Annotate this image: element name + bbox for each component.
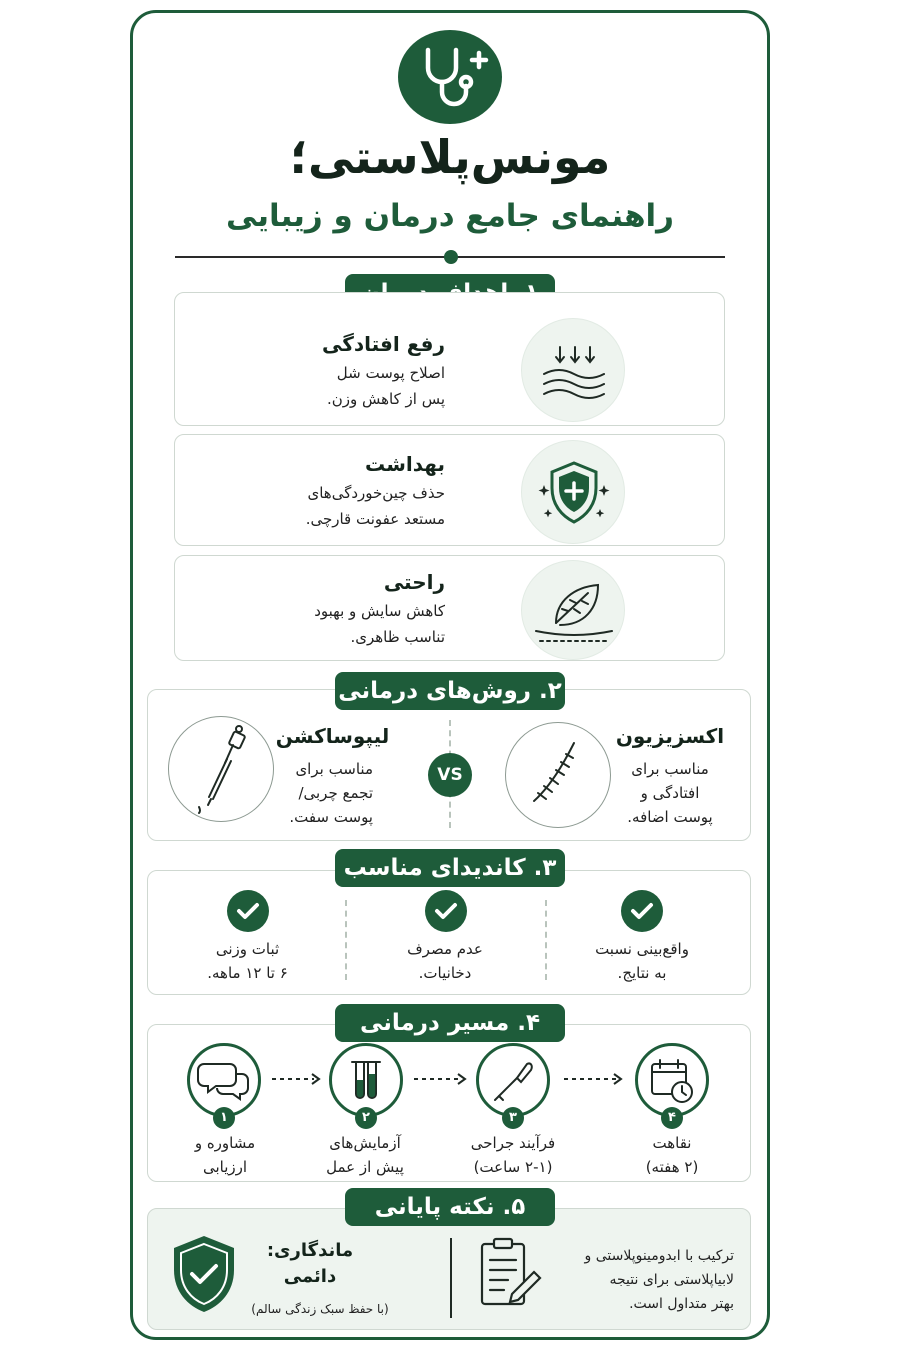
method-desc-line: پوست اضافه. — [627, 808, 713, 826]
candidate-text-line: ثبات وزنی — [215, 940, 280, 958]
clipboard-pen-icon — [476, 1236, 546, 1310]
step-text-line: ارزیابی — [202, 1158, 248, 1176]
method-desc-line: مناسب برای — [631, 760, 709, 778]
section-path-label: ۴. مسیر درمانی — [335, 1004, 565, 1042]
step-number-badge: ۴ — [661, 1107, 683, 1129]
step-text-line: فرآیند جراحی — [470, 1134, 556, 1152]
dashed-arrow-icon — [270, 1072, 322, 1086]
candidate-text-line: واقع‌بینی نسبت — [595, 940, 689, 958]
goal-desc-line: مستعد عفونت قارچی. — [305, 510, 445, 528]
durability-note: (با حفظ سبک زندگی سالم) — [251, 1302, 389, 1316]
step-text-line: (۲-۱ ساعت) — [473, 1158, 553, 1176]
incision-line-icon — [505, 722, 611, 828]
method-desc-line: افتادگی و — [640, 784, 700, 802]
leaf-icon — [521, 560, 625, 660]
shield-check-icon — [168, 1232, 240, 1316]
stethoscope-plus-icon — [398, 30, 502, 124]
step-number-badge: ۱ — [213, 1107, 235, 1129]
method-title-lipo: لیپوساکشن — [275, 724, 390, 748]
dashed-arrow-icon — [412, 1072, 468, 1086]
candidates-divider — [545, 900, 547, 980]
goal-desc-line: تناسب ظاهری. — [350, 628, 445, 646]
cannula-icon — [168, 716, 274, 822]
check-icon — [425, 890, 467, 932]
vs-badge: VS — [428, 753, 472, 797]
sagging-arrows-icon — [521, 318, 625, 422]
step-text-line: (۲ هفته) — [645, 1158, 699, 1176]
page-subtitle: راهنمای جامع درمان و زیبایی — [225, 198, 675, 234]
section-methods-label: ۲. روش‌های درمانی — [335, 672, 565, 710]
calendar-clock-icon — [635, 1043, 709, 1117]
step-text-line: نقاهت — [652, 1134, 692, 1152]
goal-desc-line: حذف چین‌خوردگی‌های — [307, 484, 445, 502]
page-title: مونس‌پلاستی؛ — [289, 130, 611, 184]
divider-dot — [444, 250, 458, 264]
test-tubes-icon — [329, 1043, 403, 1117]
check-icon — [621, 890, 663, 932]
step-text-line: مشاوره و — [194, 1134, 256, 1152]
combo-text-line: ترکیب با ابدومینوپلاستی و — [584, 1248, 734, 1264]
section-candidates-label: ۳. کاندیدای مناسب — [335, 849, 565, 887]
final-divider — [450, 1238, 452, 1318]
method-desc-line: مناسب برای — [295, 760, 373, 778]
method-title-excision: اکسزیزیون — [615, 724, 725, 748]
section-final-label: ۵. نکته پایانی — [345, 1188, 555, 1226]
method-desc-line: تجمع چربی/ — [298, 784, 373, 802]
durability-value: دائمی — [283, 1266, 337, 1287]
candidate-text-line: ۶ تا ۱۲ ماهه. — [207, 964, 288, 982]
goal-title: رفع افتادگی — [322, 332, 445, 356]
goal-desc-line: پس از کاهش وزن. — [326, 390, 445, 408]
check-icon — [227, 890, 269, 932]
combo-text-line: بهتر متداول است. — [629, 1296, 734, 1312]
candidate-text-line: دخانیات. — [418, 964, 472, 982]
step-number-badge: ۲ — [355, 1107, 377, 1129]
candidates-divider — [345, 900, 347, 980]
dashed-arrow-icon — [562, 1072, 624, 1086]
goal-desc-line: اصلاح پوست شل — [336, 364, 445, 382]
shield-plus-icon — [521, 440, 625, 544]
goal-title: راحتی — [383, 570, 445, 594]
chat-bubbles-icon — [187, 1043, 261, 1117]
goal-desc-line: کاهش سایش و بهبود — [314, 602, 445, 620]
scalpel-icon — [476, 1043, 550, 1117]
method-desc-line: پوست سفت. — [289, 808, 373, 826]
step-text-line: پیش از عمل — [326, 1158, 404, 1176]
combo-text-line: لابیاپلاستی برای نتیجه — [609, 1272, 734, 1288]
goal-title: بهداشت — [365, 452, 445, 476]
durability-title: ماندگاری: — [266, 1240, 354, 1261]
candidate-text-line: به نتایج. — [617, 964, 667, 982]
step-text-line: آزمایش‌های — [329, 1134, 401, 1152]
step-number-badge: ۳ — [502, 1107, 524, 1129]
candidate-text-line: عدم مصرف — [407, 940, 483, 958]
